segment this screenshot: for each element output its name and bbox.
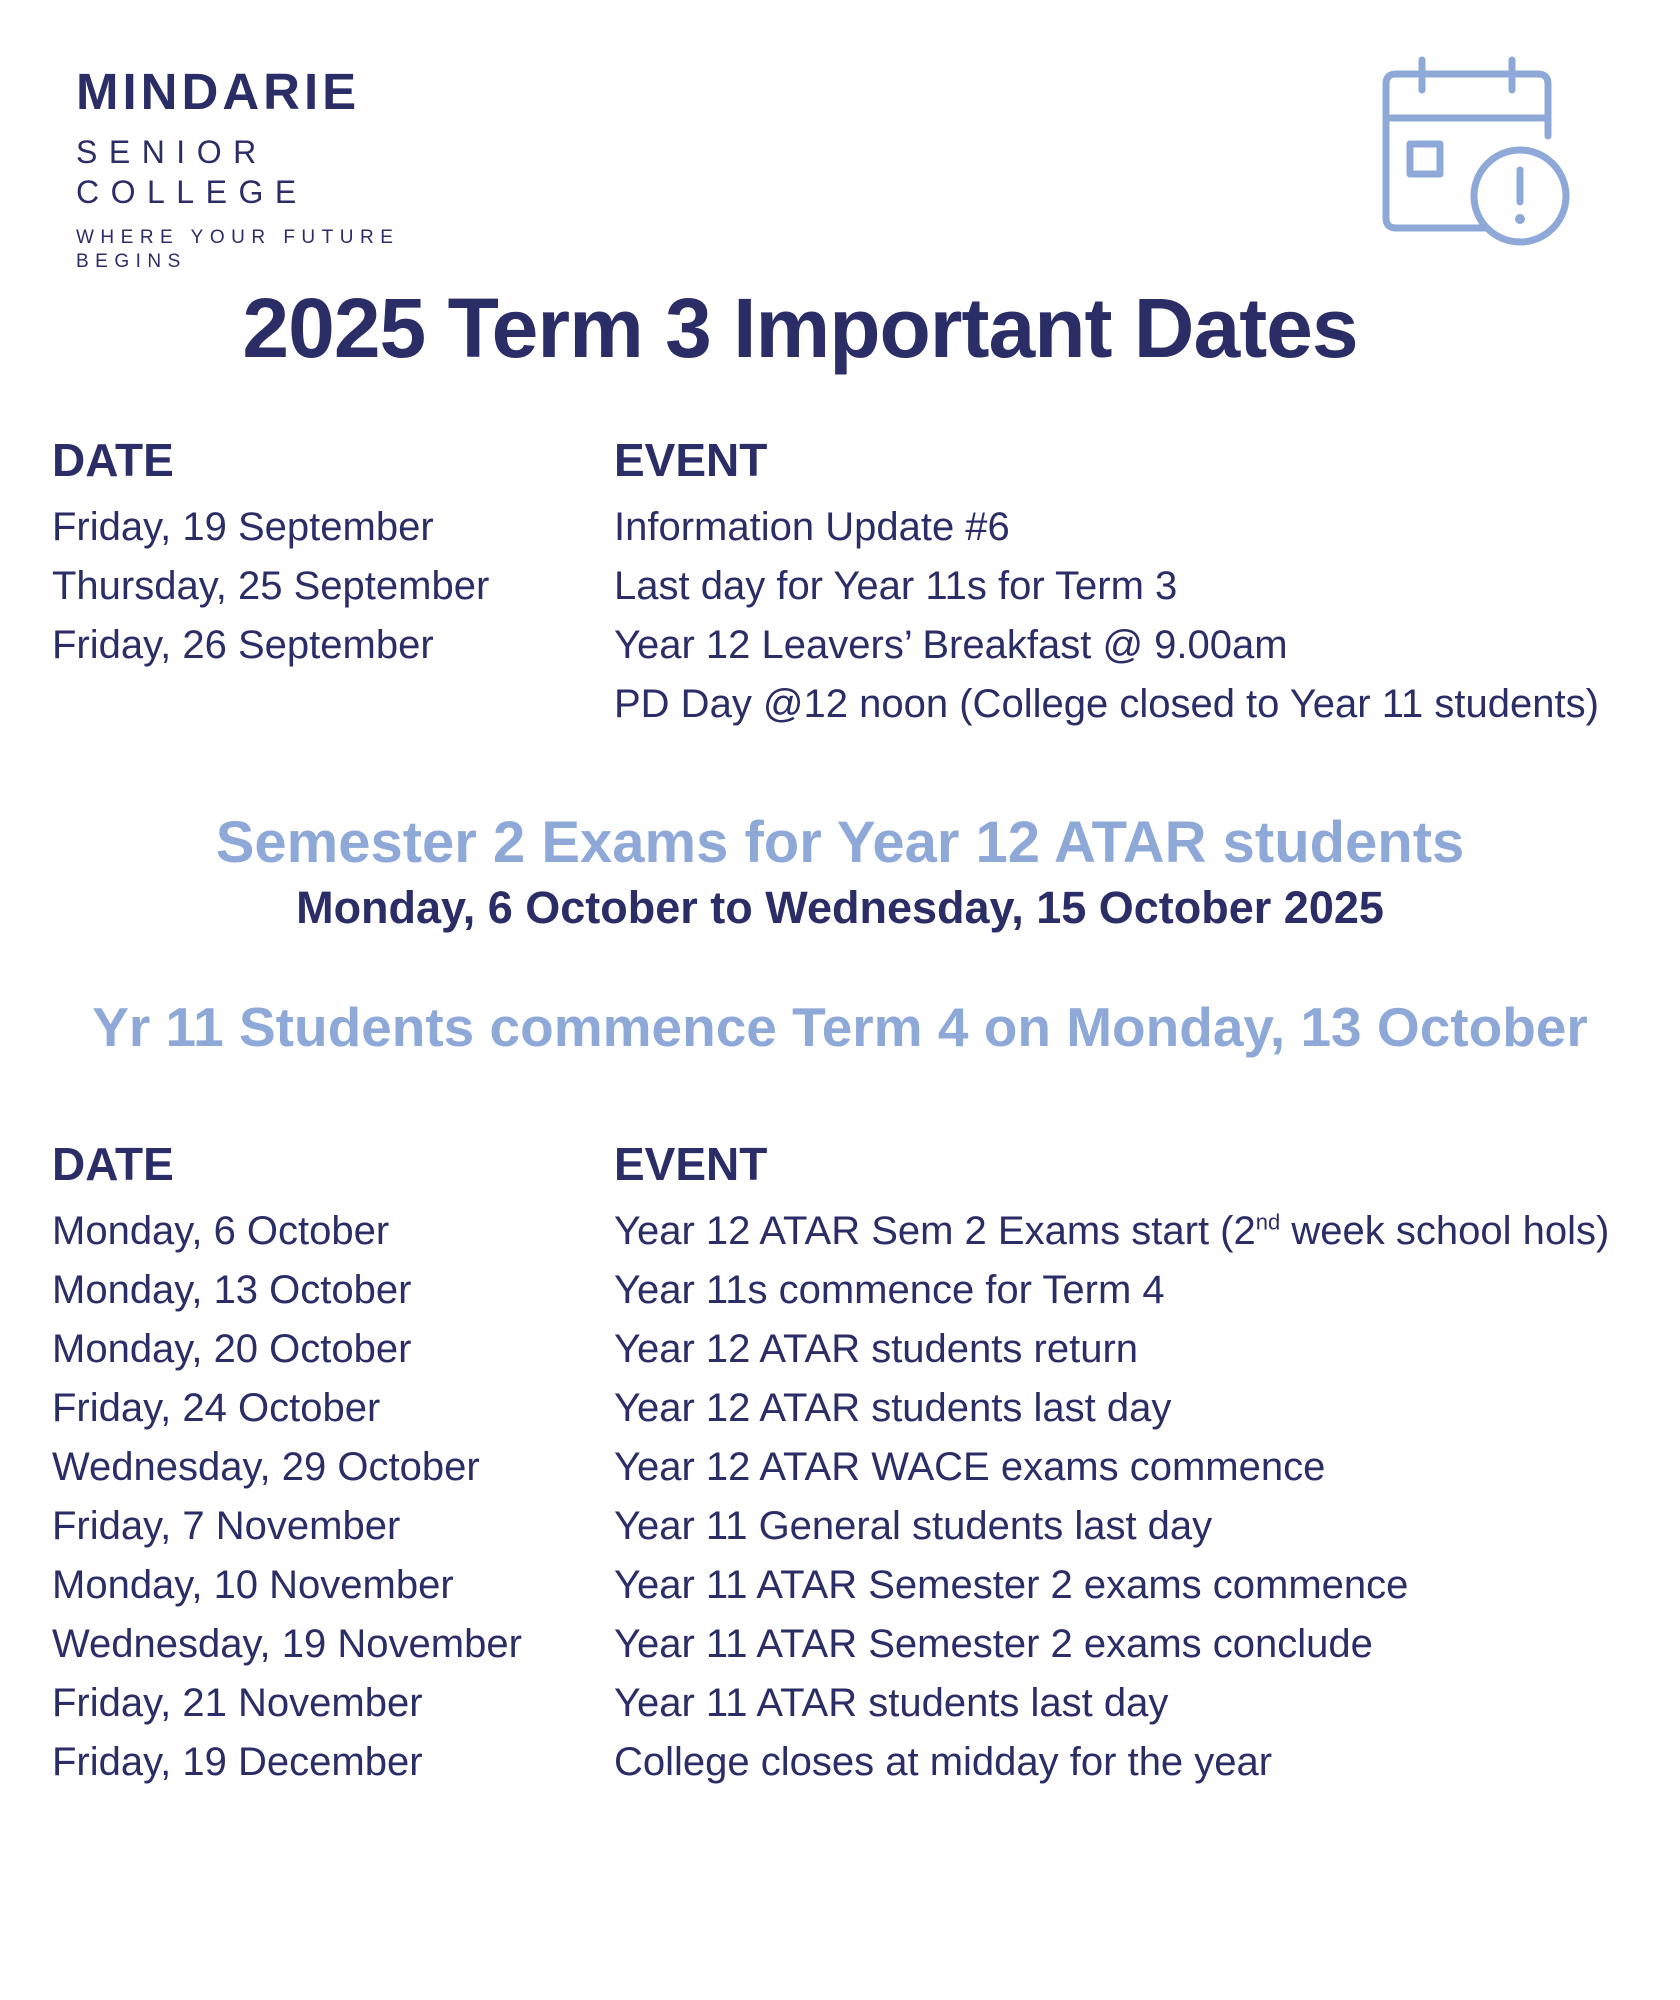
row-event: Year 12 ATAR WACE exams commence xyxy=(614,1445,1326,1489)
row-date: Monday, 13 October xyxy=(52,1268,412,1312)
event-column-header: EVENT xyxy=(614,434,768,486)
row-date: Wednesday, 19 November xyxy=(52,1622,522,1666)
row-date: Friday, 19 December xyxy=(52,1740,423,1784)
row-event: Year 11 ATAR students last day xyxy=(614,1681,1169,1725)
table-row xyxy=(52,557,1652,616)
college-logo xyxy=(76,64,436,274)
row-event: Year 11s commence for Term 4 xyxy=(614,1268,1165,1312)
table-row xyxy=(52,675,1652,734)
page-title: 2025 Term 3 Important Dates xyxy=(242,281,1358,375)
row-date: Friday, 26 September xyxy=(52,623,434,667)
table-row xyxy=(52,1615,1652,1674)
table-row xyxy=(52,1733,1652,1792)
table-row xyxy=(52,616,1652,675)
table-row xyxy=(52,1674,1652,1733)
date-column-header: DATE xyxy=(52,1138,174,1190)
row-event-text: week school hols) xyxy=(1280,1209,1610,1253)
row-event-text: Year 12 ATAR Sem 2 Exams start (2 xyxy=(614,1209,1256,1253)
table-header xyxy=(52,432,1652,498)
term4-dates-table xyxy=(52,1136,1652,1792)
row-date: Monday, 20 October xyxy=(52,1327,412,1371)
logo-name: MINDARIE xyxy=(76,63,361,120)
row-date xyxy=(52,675,614,734)
row-event: College closes at midday for the year xyxy=(614,1740,1273,1784)
table-row xyxy=(52,498,1652,557)
row-event: Year 12 ATAR students return xyxy=(614,1327,1139,1371)
date-column-header: DATE xyxy=(52,434,174,486)
exams-banner-dates: Monday, 6 October to Wednesday, 15 October 2025 xyxy=(296,882,1384,933)
yr11-commence-banner: Yr 11 Students commence Term 4 on Monday, 13 October xyxy=(92,996,1588,1058)
ordinal-suffix: nd xyxy=(1255,1209,1281,1235)
term3-dates-table xyxy=(52,432,1652,734)
row-event: Last day for Year 11s for Term 3 xyxy=(614,564,1178,608)
row-event xyxy=(614,1202,1652,1261)
row-date: Thursday, 25 September xyxy=(52,564,490,608)
row-event: Year 12 Leavers’ Breakfast @ 9.00am xyxy=(614,623,1288,667)
row-date: Monday, 10 November xyxy=(52,1563,454,1607)
event-column-header: EVENT xyxy=(614,1138,768,1190)
calendar-alert-icon xyxy=(1380,56,1580,246)
table-row xyxy=(52,1497,1652,1556)
row-date: Monday, 6 October xyxy=(52,1209,390,1253)
row-event: Year 11 ATAR Semester 2 exams commence xyxy=(614,1563,1409,1607)
table-row xyxy=(52,1320,1652,1379)
table-row xyxy=(52,1438,1652,1497)
row-date: Friday, 7 November xyxy=(52,1504,401,1548)
row-date: Friday, 24 October xyxy=(52,1386,381,1430)
row-event: Information Update #6 xyxy=(614,505,1010,549)
table-row xyxy=(52,1379,1652,1438)
table-row xyxy=(52,1202,1652,1261)
row-date: Friday, 21 November xyxy=(52,1681,423,1725)
table-row xyxy=(52,1261,1652,1320)
logo-tagline: WHERE YOUR FUTURE BEGINS xyxy=(76,227,400,272)
table-row xyxy=(52,1556,1652,1615)
row-date: Friday, 19 September xyxy=(52,505,434,549)
row-event: Year 12 ATAR students last day xyxy=(614,1386,1172,1430)
row-date: Wednesday, 29 October xyxy=(52,1445,480,1489)
row-event: Year 11 ATAR Semester 2 exams conclude xyxy=(614,1622,1373,1666)
row-event: Year 11 General students last day xyxy=(614,1504,1213,1548)
logo-subtitle: SENIOR COLLEGE xyxy=(76,134,308,210)
table-header xyxy=(52,1136,1652,1202)
row-event: PD Day @12 noon (College closed to Year 11 students) xyxy=(614,682,1599,726)
exams-banner-title: Semester 2 Exams for Year 12 ATAR students xyxy=(215,810,1465,875)
